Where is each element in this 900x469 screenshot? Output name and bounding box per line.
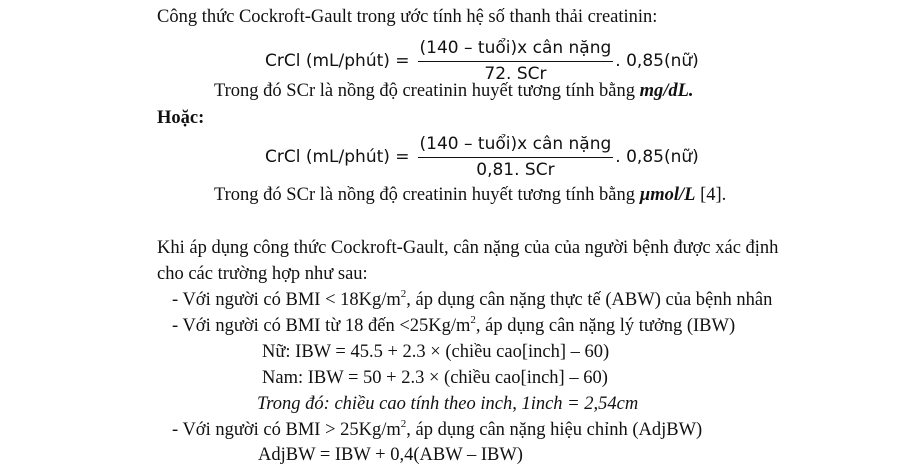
bullet-text: - Với người có BMI < 18Kg/m	[172, 290, 401, 310]
adjbw-formula: AdjBW = IBW + 0,4(ABW – IBW)	[258, 445, 523, 465]
bullet-text: , áp dụng cân nặng thực tế (ABW) của bệnh nhân	[406, 290, 773, 310]
formula-crcl-umol	[265, 129, 699, 185]
ibw-male-formula: Nam: IBW = 50 + 2.3 × (chiều cao[inch] – 60)	[262, 368, 608, 388]
formula-suffix: . 0,85(nữ)	[615, 51, 699, 71]
note-mgdl-text: Trong đó SCr là nồng độ creatinin huyết tương tính bằng	[214, 81, 640, 101]
unit-umol: µmol/L	[639, 185, 696, 205]
formula-fraction	[418, 134, 614, 180]
or-label: Hoặc:	[157, 108, 205, 128]
bullet-text: - Với người có BMI từ 18 đến <25Kg/m	[172, 316, 471, 336]
unit-mgdl: mg/dL.	[639, 81, 694, 101]
superscript: 2	[470, 313, 476, 326]
formula-denominator: 0,81. SCr	[476, 160, 555, 180]
ibw-female-formula: Nữ: IBW = 45.5 + 2.3 × (chiều cao[inch] – 60)	[262, 342, 610, 362]
intro-text: Công thức Cockroft-Gault trong ước tính hệ số thanh thải creatinin:	[157, 7, 658, 27]
formula-suffix: . 0,85(nữ)	[615, 147, 699, 167]
formula-lhs: CrCl (mL/phút) =	[265, 147, 410, 167]
note-umol	[214, 183, 726, 207]
bullet-text: , áp dụng cân nặng hiệu chỉnh (AdjBW)	[406, 420, 703, 440]
bullet-text: - Với người có BMI > 25Kg/m	[172, 420, 401, 440]
formula-fraction	[418, 38, 614, 84]
paragraph-line-2: cho các trường hợp như sau:	[157, 264, 368, 284]
formula-lhs: CrCl (mL/phút) =	[265, 51, 410, 71]
note-umol-text: Trong đó SCr là nồng độ creatinin huyết tương tính bằng	[214, 185, 640, 205]
note-mgdl	[214, 79, 694, 103]
bullet-bmi-over-25	[172, 418, 702, 442]
superscript: 2	[400, 287, 407, 300]
formula-numerator: (140 – tuổi)x cân nặng	[418, 38, 614, 62]
bullet-text: , áp dụng cân nặng lý tưởng (IBW)	[475, 316, 736, 336]
bullet-bmi-18-25	[172, 314, 735, 338]
bullet-bmi-under-18	[172, 288, 772, 312]
superscript: 2	[400, 417, 407, 430]
formula-numerator: (140 – tuổi)x cân nặng	[418, 134, 614, 158]
formula-denominator: 72. SCr	[484, 64, 547, 84]
paragraph-line-1: Khi áp dụng công thức Cockroft-Gault, cân nặng của của người bệnh được xác định	[157, 238, 779, 258]
reference: [4].	[695, 185, 727, 205]
ibw-note: Trong đó: chiều cao tính theo inch, 1inch = 2,54cm	[257, 394, 639, 414]
